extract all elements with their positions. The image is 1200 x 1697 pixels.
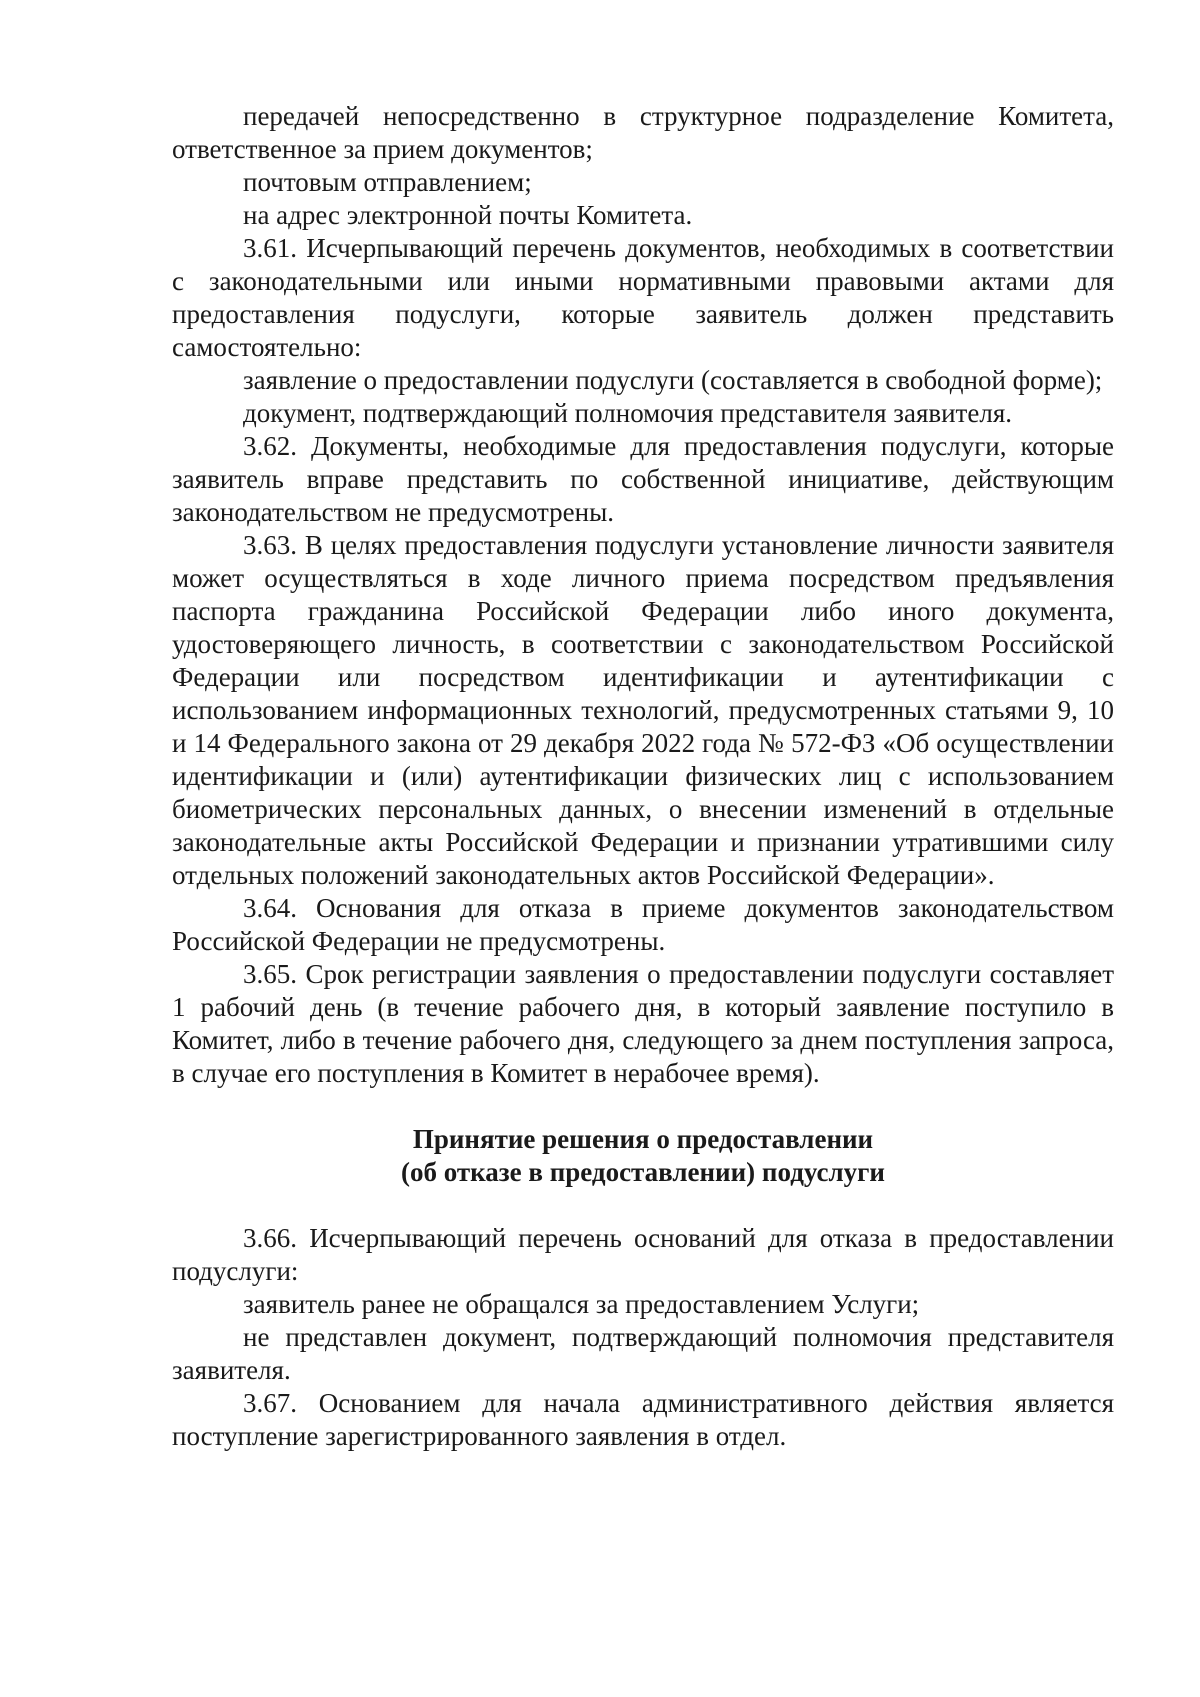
paragraph-3-61: 3.61. Исчерпывающий перечень документов, необходимых в соответствии с законодательными или иными нормативными правовыми актами для предоставления подуслуги, которые заявитель должен представить самостоятельно:: [172, 233, 1114, 362]
paragraph-3-64: 3.64. Основания для отказа в приеме документов законодательством Российской Федерации не предусмотрены.: [172, 893, 1114, 956]
paragraph-3-63: 3.63. В целях предоставления подуслуги установление личности заявителя может осуществляться в ходе личного приема посредством предъявления паспорта гражданина Российской Федерации либо иного документа, удостоверяющего личность, в соответствии с законодательством Российской Федерации или посредством идентификации и аутентификации с использованием информационных технологий, предусмотренных статьями 9, 10 и 14 Федерального закона от 29 декабря 2022 года № 572-ФЗ «Об осуществлении идентификации и (или) аутентификации физических лиц с использованием биометрических персональных данных, о внесении изменений в отдельные законодательные акты Российской Федерации и признании утратившими силу отдельных положений законодательных актов Российской Федерации».: [172, 530, 1114, 890]
spacer: [172, 1090, 1114, 1123]
paragraph-3-65: 3.65. Срок регистрации заявления о предоставлении подуслуги составляет 1 рабочий день (в течение рабочего дня, в который заявление поступило в Комитет, либо в течение рабочего дня, следующего за днем поступления запроса, в случае его поступления в Комитет в нерабочее время).: [172, 959, 1114, 1088]
paragraph-submission-email: на адрес электронной почты Комитета.: [243, 200, 693, 230]
section-heading-line-2: (об отказе в предоставлении) подуслуги: [401, 1157, 885, 1187]
paragraph-3-62: 3.62. Документы, необходимые для предоставления подуслуги, которые заявитель вправе представить по собственной инициативе, действующим законодательством не предусмотрены.: [172, 431, 1114, 527]
spacer: [172, 1189, 1114, 1222]
paragraph-submission-direct: передачей непосредственно в структурное подразделение Комитета, ответственное за прием документов;: [172, 101, 1114, 164]
paragraph-3-66: 3.66. Исчерпывающий перечень оснований для отказа в предоставлении подуслуги:: [172, 1223, 1114, 1286]
paragraph-submission-post: почтовым отправлением;: [243, 167, 532, 197]
paragraph-refusal-reason-2: не представлен документ, подтверждающий полномочия представителя заявителя.: [172, 1322, 1114, 1385]
section-heading-line-1: Принятие решения о предоставлении: [412, 1124, 874, 1154]
paragraph-authority-document: документ, подтверждающий полномочия представителя заявителя.: [243, 398, 1012, 428]
paragraph-refusal-reason-1: заявитель ранее не обращался за предоставлением Услуги;: [243, 1289, 920, 1319]
document-page: [172, 100, 1114, 1453]
paragraph-application-form: заявление о предоставлении подуслуги (составляется в свободной форме);: [243, 365, 1103, 395]
paragraph-3-67: 3.67. Основанием для начала административного действия является поступление зарегистрированного заявления в отдел.: [172, 1388, 1114, 1451]
